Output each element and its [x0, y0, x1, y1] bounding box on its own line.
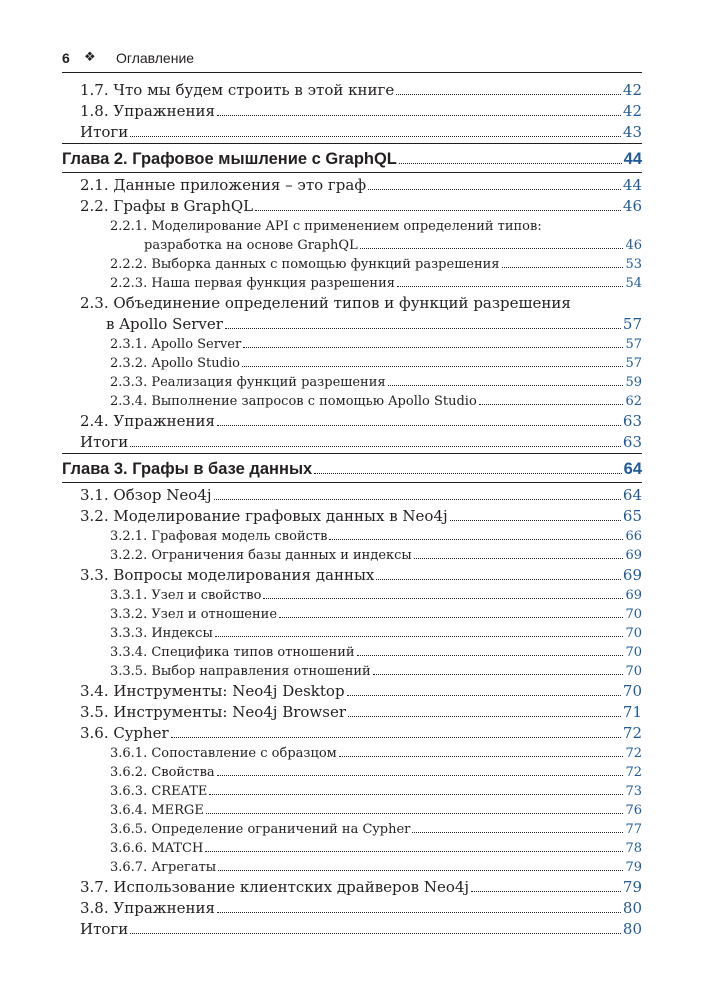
- toc-page-number[interactable]: 57: [625, 337, 642, 352]
- header-rule: [62, 72, 642, 73]
- toc-page-number[interactable]: 70: [625, 664, 642, 679]
- dot-leader: [399, 163, 622, 164]
- dot-leader: [414, 558, 624, 559]
- toc-page-number[interactable]: 71: [622, 703, 642, 721]
- toc-page-number[interactable]: 59: [625, 375, 642, 390]
- toc-subsection-entry[interactable]: [62, 527, 642, 546]
- toc-page-number[interactable]: 66: [625, 529, 642, 544]
- dot-leader: [130, 136, 621, 137]
- toc-subsection-entry[interactable]: [62, 392, 642, 411]
- toc-entry-label: 2.2.3. Наша первая функция разрешения: [110, 276, 395, 291]
- toc-entry-label: 3.4. Инструменты: Neo4j Desktop: [80, 682, 345, 700]
- toc-subsection-entry[interactable]: [62, 217, 642, 255]
- toc-entry-label: 3.7. Использование клиентских драйверов Neo4j: [80, 878, 470, 896]
- dot-leader: [329, 539, 623, 540]
- toc-entry-label: Итоги: [80, 123, 129, 141]
- toc-page-number[interactable]: 46: [625, 238, 642, 253]
- toc-section-entry[interactable]: [62, 565, 642, 586]
- table-of-contents: [62, 80, 642, 940]
- toc-section-entry[interactable]: [62, 293, 642, 335]
- toc-page-number[interactable]: 80: [622, 920, 642, 938]
- dot-leader: [218, 870, 623, 871]
- toc-entry-label-line1: 2.2.1. Моделирование API с применением определений типов:: [110, 219, 542, 234]
- toc-subsection-entry[interactable]: [62, 643, 642, 662]
- toc-subsection-entry[interactable]: [62, 782, 642, 801]
- toc-page-number[interactable]: 54: [625, 276, 642, 291]
- toc-page-number[interactable]: 69: [625, 588, 642, 603]
- dot-leader: [397, 286, 624, 287]
- toc-section-entry[interactable]: [62, 877, 642, 898]
- toc-page-number[interactable]: 73: [625, 784, 642, 799]
- dot-leader: [348, 716, 621, 717]
- toc-page-number[interactable]: 46: [622, 197, 642, 215]
- toc-entry-label: 2.2. Графы в GraphQL: [80, 197, 254, 215]
- toc-entry-label: 3.2.2. Ограничения базы данных и индексы: [110, 548, 412, 563]
- dot-leader: [217, 115, 621, 116]
- toc-entry-label: Итоги: [80, 920, 129, 938]
- toc-entry-label: 1.8. Упражнения: [80, 102, 215, 120]
- toc-page-number[interactable]: 72: [625, 746, 642, 761]
- dot-leader: [217, 912, 621, 913]
- toc-page-number[interactable]: 79: [625, 860, 642, 875]
- toc-page-number[interactable]: 69: [622, 566, 642, 584]
- toc-section-entry[interactable]: [62, 702, 642, 723]
- toc-subsection-entry[interactable]: [62, 586, 642, 605]
- toc-entry-label-line1: 2.3. Объединение определений типов и функций разрешения: [80, 294, 571, 312]
- toc-entry-label: Итоги: [80, 433, 129, 451]
- toc-entry-label: 3.3.3. Индексы: [110, 626, 213, 641]
- toc-entry-label: 3.2.1. Графовая модель свойств: [110, 529, 328, 544]
- toc-section-entry[interactable]: [62, 122, 642, 143]
- dot-leader: [339, 756, 624, 757]
- dot-leader: [360, 248, 624, 249]
- toc-page-number[interactable]: 72: [625, 765, 642, 780]
- toc-entry-label: 3.6.1. Сопоставление с образцом: [110, 746, 337, 761]
- toc-page-number[interactable]: 63: [622, 412, 642, 430]
- toc-entry-label: 2.1. Данные приложения – это граф: [80, 176, 367, 194]
- toc-page-number[interactable]: 72: [622, 724, 642, 742]
- toc-chapter-entry[interactable]: [62, 146, 642, 172]
- toc-entry-label: 3.6.5. Определение ограничений на Cypher: [110, 822, 411, 837]
- dot-leader: [479, 404, 624, 405]
- toc-entry-label: 2.3.4. Выполнение запросов с помощью Apollo Studio: [110, 394, 477, 409]
- dot-leader: [450, 520, 621, 521]
- toc-entry-label: 3.6.7. Агрегаты: [110, 860, 217, 875]
- toc-section-entry[interactable]: [62, 723, 642, 744]
- toc-section-entry[interactable]: [62, 681, 642, 702]
- toc-subsection-entry[interactable]: [62, 605, 642, 624]
- toc-section-entry[interactable]: [62, 196, 642, 217]
- toc-entry-label: 3.3.5. Выбор направления отношений: [110, 664, 371, 679]
- dot-leader: [368, 189, 621, 190]
- toc-page-number[interactable]: 57: [625, 356, 642, 371]
- toc-entry-label: 3.6. Cypher: [80, 724, 169, 742]
- toc-section-entry[interactable]: [62, 175, 642, 196]
- toc-page-number[interactable]: 70: [625, 626, 642, 641]
- toc-page-number[interactable]: 42: [622, 81, 642, 99]
- toc-section-entry[interactable]: [62, 101, 642, 122]
- toc-subsection-entry[interactable]: [62, 335, 642, 354]
- dot-leader: [502, 267, 624, 268]
- toc-page-number[interactable]: 53: [625, 257, 642, 272]
- toc-subsection-entry[interactable]: [62, 763, 642, 782]
- dot-leader: [215, 636, 624, 637]
- toc-page-number[interactable]: 42: [622, 102, 642, 120]
- dot-leader: [376, 579, 621, 580]
- toc-section-entry[interactable]: [62, 919, 642, 940]
- dot-leader: [373, 674, 624, 675]
- toc-section-entry[interactable]: [62, 485, 642, 506]
- toc-entry-label: 3.6.3. CREATE: [110, 784, 208, 799]
- page-header: [62, 50, 642, 74]
- dot-leader: [209, 794, 623, 795]
- toc-subsection-entry[interactable]: [62, 801, 642, 820]
- toc-entry-label: 3.3.1. Узел и свойство: [110, 588, 262, 603]
- toc-page-number[interactable]: 78: [625, 841, 642, 856]
- toc-page-number[interactable]: 65: [622, 507, 642, 525]
- toc-subsection-entry[interactable]: [62, 546, 642, 565]
- toc-entry-label: разработка на основе GraphQL: [144, 238, 358, 253]
- dot-leader: [242, 366, 623, 367]
- toc-entry-label: 3.2. Моделирование графовых данных в Neo4j: [80, 507, 448, 525]
- toc-entry-label: 3.5. Инструменты: Neo4j Browser: [80, 703, 347, 721]
- dot-leader: [314, 473, 621, 474]
- running-title: Оглавление: [116, 50, 195, 66]
- toc-entry-label: Глава 2. Графовое мышление с GraphQL: [62, 150, 397, 168]
- toc-subsection-entry[interactable]: [62, 373, 642, 392]
- toc-page-number[interactable]: 76: [625, 803, 642, 818]
- dot-leader: [205, 851, 623, 852]
- toc-page-number[interactable]: 70: [625, 645, 642, 660]
- toc-page-number[interactable]: 80: [622, 899, 642, 917]
- dot-leader: [255, 210, 621, 211]
- toc-page-number[interactable]: 44: [623, 150, 642, 168]
- toc-entry-label: 2.4. Упражнения: [80, 412, 215, 430]
- toc-subsection-entry[interactable]: [62, 624, 642, 643]
- dot-leader: [347, 695, 621, 696]
- dot-leader: [130, 933, 621, 934]
- dot-leader: [357, 655, 624, 656]
- toc-entry-label: 3.8. Упражнения: [80, 899, 215, 917]
- dot-leader: [396, 94, 621, 95]
- toc-entry-label: 2.3.2. Apollo Studio: [110, 356, 240, 371]
- toc-page-number[interactable]: 77: [625, 822, 642, 837]
- dot-leader: [243, 347, 623, 348]
- toc-page-number[interactable]: 64: [623, 460, 642, 478]
- toc-page-number[interactable]: 70: [622, 682, 642, 700]
- toc-entry-label: в Apollo Server: [106, 315, 223, 333]
- diamond-separator-icon: ❖: [84, 49, 96, 64]
- toc-entry-label: 3.6.2. Свойства: [110, 765, 215, 780]
- toc-section-entry[interactable]: [62, 898, 642, 919]
- toc-subsection-entry[interactable]: [62, 354, 642, 373]
- toc-subsection-entry[interactable]: [62, 744, 642, 763]
- toc-entry-label: Глава 3. Графы в базе данных: [62, 460, 313, 478]
- toc-page-number[interactable]: 69: [625, 548, 642, 563]
- dot-leader: [263, 598, 623, 599]
- dot-leader: [217, 425, 621, 426]
- dot-leader: [206, 813, 624, 814]
- page-number: 6: [62, 50, 70, 66]
- dot-leader: [217, 775, 624, 776]
- toc-entry-label: 1.7. Что мы будем строить в этой книге: [80, 81, 395, 99]
- toc-entry-label: 3.3. Вопросы моделирования данных: [80, 566, 375, 584]
- toc-entry-label: 3.3.4. Специфика типов отношений: [110, 645, 355, 660]
- dot-leader: [130, 446, 621, 447]
- toc-entry-label: 3.1. Обзор Neo4j: [80, 486, 212, 504]
- dot-leader: [225, 328, 621, 329]
- toc-page-number[interactable]: 63: [622, 433, 642, 451]
- toc-entry-label: 2.3.1. Apollo Server: [110, 337, 242, 352]
- toc-section-entry[interactable]: [62, 80, 642, 101]
- toc-section-entry[interactable]: [62, 432, 642, 453]
- toc-entry-label: 2.2.2. Выборка данных с помощью функций разрешения: [110, 257, 500, 272]
- toc-page-number[interactable]: 70: [625, 607, 642, 622]
- toc-section-entry[interactable]: [62, 411, 642, 432]
- toc-entry-label: 3.3.2. Узел и отношение: [110, 607, 278, 622]
- toc-subsection-entry[interactable]: [62, 662, 642, 681]
- toc-entry-label: 3.6.6. MATCH: [110, 841, 204, 856]
- dot-leader: [171, 737, 621, 738]
- toc-chapter-entry[interactable]: [62, 456, 642, 482]
- toc-entry-label: 3.6.4. MERGE: [110, 803, 204, 818]
- toc-subsection-entry[interactable]: [62, 820, 642, 839]
- toc-subsection-entry[interactable]: [62, 255, 642, 274]
- dot-leader: [471, 891, 621, 892]
- toc-page-number[interactable]: 64: [622, 486, 642, 504]
- toc-section-entry[interactable]: [62, 506, 642, 527]
- toc-subsection-entry[interactable]: [62, 858, 642, 877]
- toc-page-number[interactable]: 79: [622, 878, 642, 896]
- dot-leader: [388, 385, 624, 386]
- dot-leader: [214, 499, 621, 500]
- toc-page-number[interactable]: 44: [622, 176, 642, 194]
- toc-page-number[interactable]: 62: [625, 394, 642, 409]
- toc-subsection-entry[interactable]: [62, 274, 642, 293]
- dot-leader: [279, 617, 623, 618]
- toc-subsection-entry[interactable]: [62, 839, 642, 858]
- toc-page-number[interactable]: 57: [622, 315, 642, 333]
- toc-page-number[interactable]: 43: [622, 123, 642, 141]
- dot-leader: [412, 832, 623, 833]
- toc-entry-label: 2.3.3. Реализация функций разрешения: [110, 375, 386, 390]
